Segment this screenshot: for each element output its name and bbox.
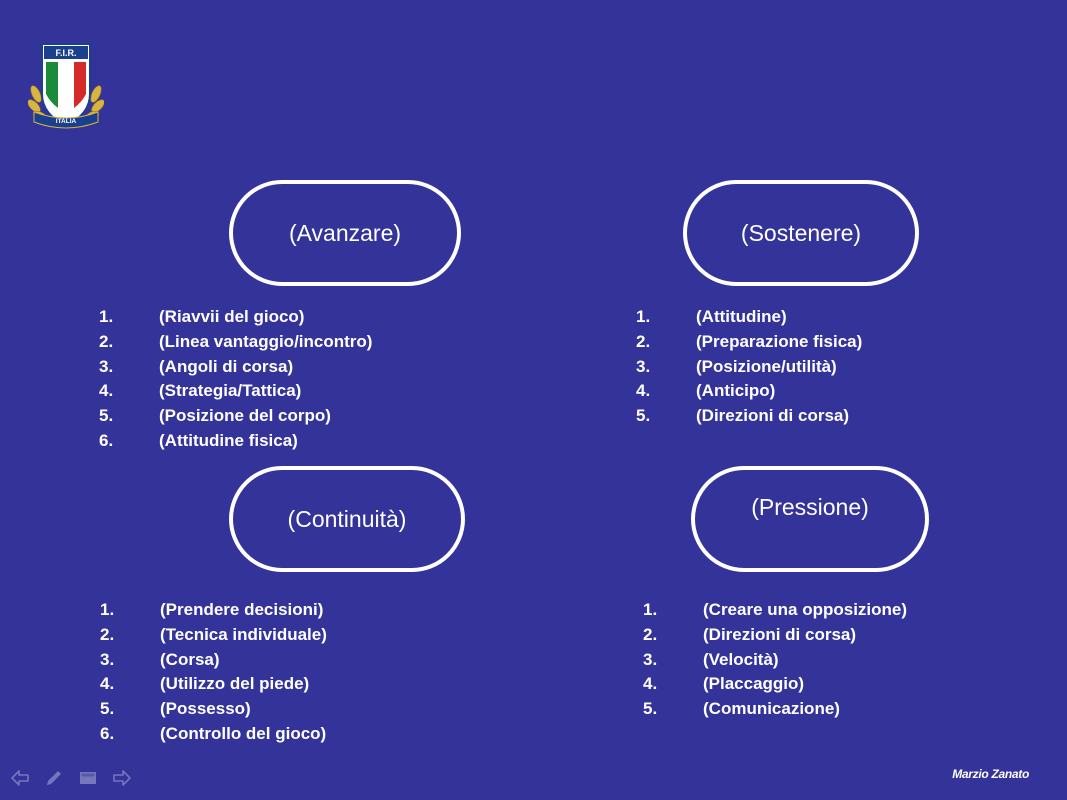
list-item [643,697,907,722]
pill-sostenere [683,180,919,286]
list-item [643,623,907,648]
arrow-right-icon [112,768,132,788]
pill-title: (Avanzare) [288,219,402,246]
list-item-text: (Creare una opposizione) [703,600,908,619]
list-item-text: (Linea vantaggio/incontro) [159,331,373,351]
previous-slide-button[interactable] [10,768,30,788]
list-item-text: (Strategia/Tattica) [159,381,302,401]
logo-top-text: F.I.R. [55,48,77,58]
author-signature: Marzio Zanato [952,767,1029,781]
list-item-text: (Riavvii del gioco) [159,307,305,326]
list-item-number: 5. [643,699,658,719]
list-item [99,355,372,380]
list-item-text: (Direzioni di corsa) [703,624,857,644]
slide-menu-button[interactable] [78,768,98,788]
list-item-number: 1. [100,600,115,619]
list-item-number: 2. [643,624,658,644]
list-continuita [100,598,327,747]
list-sostenere [636,305,862,429]
list-item-number: 4. [636,381,651,401]
list-item [100,623,327,648]
list-item [636,379,862,404]
pill-continuita [229,466,465,572]
arrow-left-icon [10,768,30,788]
pill-avanzare [229,180,461,286]
list-item-text: (Anticipo) [696,381,776,401]
list-item-text: (Attitudine) [696,307,787,326]
pill-title: (Pressione) [751,493,869,520]
list-item [99,330,372,355]
list-item-text: (Angoli di corsa) [159,356,294,376]
list-item [99,305,372,330]
list-item-number: 4. [100,674,115,694]
pill-pressione [691,466,929,572]
fir-shield-icon [28,42,104,130]
fir-logo [28,42,104,130]
list-item [636,305,862,330]
logo-bottom-text: ITALIA [55,118,77,125]
list-item [636,330,862,355]
list-item-number: 1. [643,600,658,619]
list-item-number: 2. [100,624,115,644]
list-item-text: (Possesso) [160,699,251,719]
list-item-text: (Attitudine fisica) [159,430,298,450]
pill-title: (Continuità) [287,505,407,532]
list-item-number: 3. [636,356,651,376]
list-item [99,379,372,404]
list-item-text: (Corsa) [160,649,220,669]
list-item-number: 3. [100,649,115,669]
pill-title: (Sostenere) [740,219,862,246]
list-item [100,722,327,747]
list-item-text: (Posizione/utilità) [696,356,837,376]
list-item [643,598,907,623]
list-item-text: (Direzioni di corsa) [696,406,850,426]
list-item-number: 4. [99,381,114,401]
list-item-number: 3. [99,356,114,376]
pen-button[interactable] [44,768,64,788]
list-item-number: 3. [643,649,658,669]
screen-icon [78,768,98,788]
list-item-text: (Controllo del gioco) [160,723,327,743]
list-item-number: 6. [99,430,114,450]
list-item [99,429,372,454]
list-item-number: 2. [636,331,651,351]
list-item-text: (Tecnica individuale) [160,624,327,644]
list-item [99,404,372,429]
list-item-text: (Utilizzo del piede) [160,674,310,694]
list-item-number: 1. [99,307,114,326]
list-item-text: (Velocità) [703,649,779,669]
list-item-text: (Placcaggio) [703,674,805,694]
list-item-number: 6. [100,723,115,743]
list-item-number: 4. [643,674,658,694]
list-item [100,697,327,722]
list-item [643,648,907,673]
slideshow-nav [10,768,132,788]
list-item [100,598,327,623]
list-item-number: 1. [636,307,651,326]
next-slide-button[interactable] [112,768,132,788]
list-item-number: 5. [99,406,114,426]
list-item [636,355,862,380]
list-item-text: (Posizione del corpo) [159,406,331,426]
list-item-number: 2. [99,331,114,351]
list-item [100,672,327,697]
pen-icon [44,768,64,788]
list-item-number: 5. [100,699,115,719]
list-item-text: (Prendere decisioni) [160,600,324,619]
list-item-text: (Comunicazione) [703,699,840,719]
list-pressione [643,598,907,722]
list-item [643,672,907,697]
list-item [636,404,862,429]
list-item [100,648,327,673]
list-avanzare [99,305,372,454]
list-item-number: 5. [636,406,651,426]
list-item-text: (Preparazione fisica) [696,331,863,351]
